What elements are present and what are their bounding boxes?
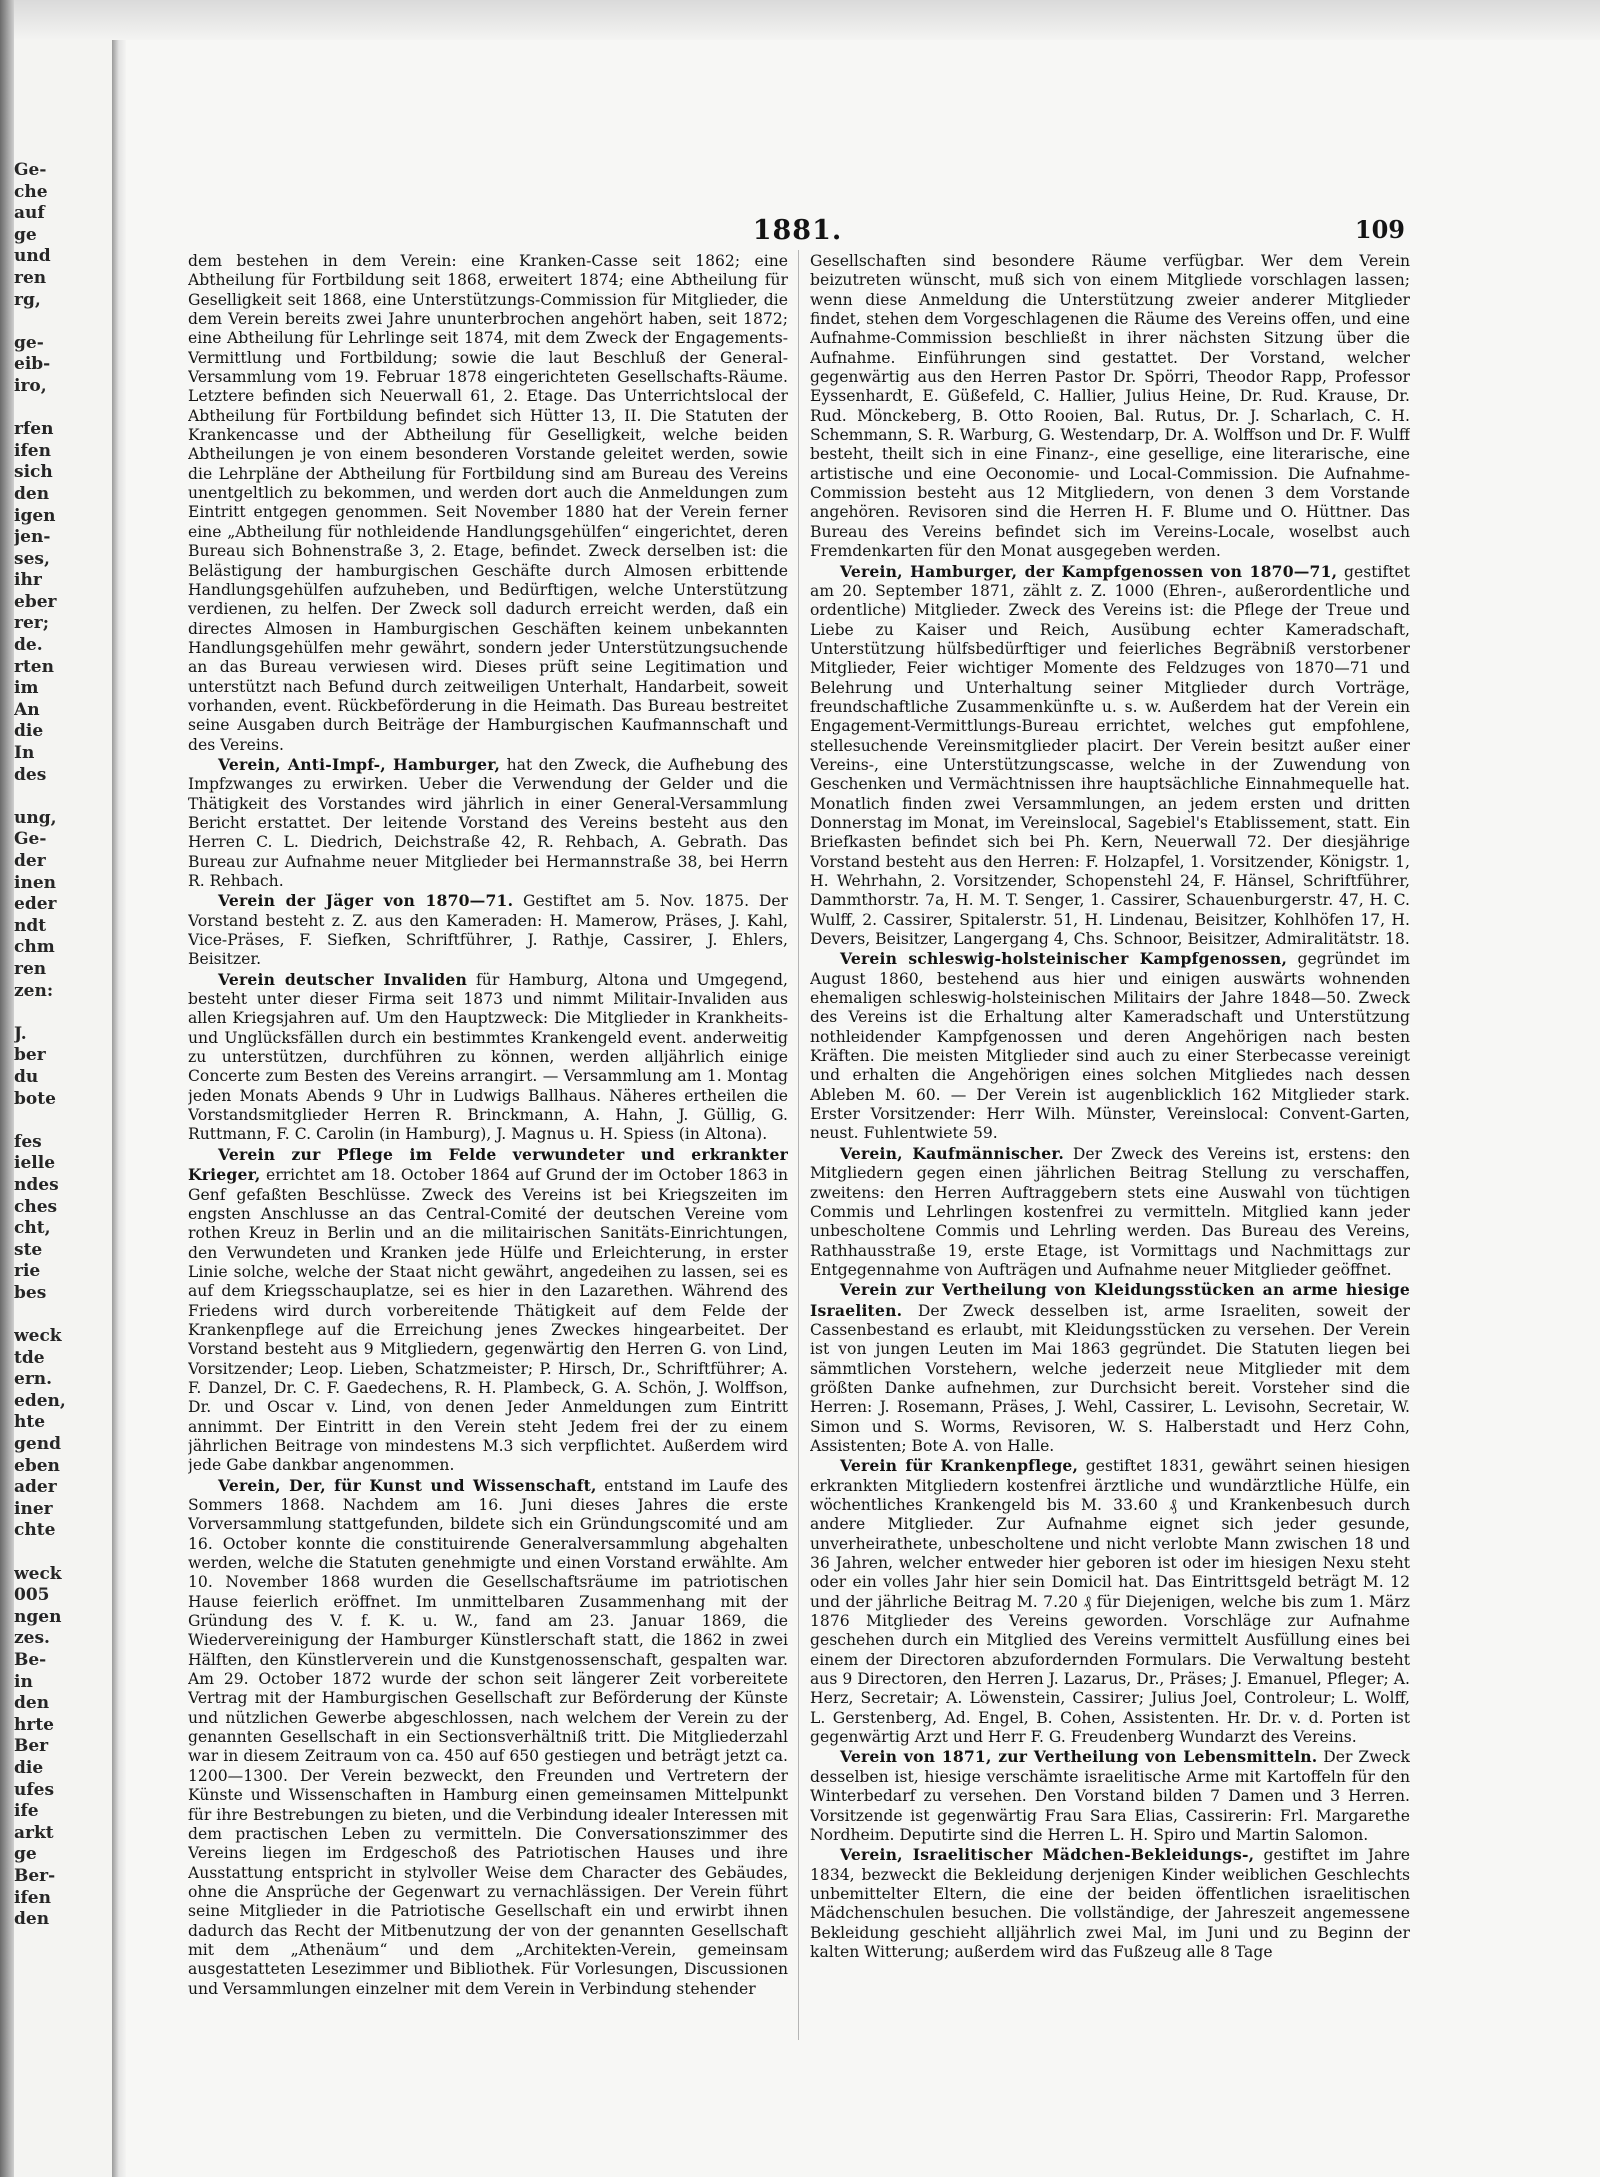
entry-heading: Verein deutscher Invaliden xyxy=(218,969,468,989)
prev-page-line: weck xyxy=(14,1326,62,1347)
prev-page-line: tde xyxy=(14,1347,45,1368)
prev-page-line: cht, xyxy=(14,1218,51,1239)
prev-page-line: ngen xyxy=(14,1606,62,1627)
directory-entry xyxy=(810,1144,1410,1280)
prev-page-line: ber xyxy=(14,1045,46,1066)
directory-entry xyxy=(188,970,788,1145)
entry-text: gestiftet im Jahre 1834, bezweckt die Bekleidung derjenigen Kinder weiblichen Geschlechts unbemittelter Eltern, die eine der beiden öffentlichen israelitischen Mädchenschulen besuchen. Die vollständige, der Jahreszeit angemessene Bekleidung geschieht alljährlich zwei Mal, im Juni und zu Beginn der kalten Witterung; außerdem wird das Fußzeug alle 8 Tage xyxy=(810,1846,1410,1961)
entry-heading: Verein, Hamburger, der Kampfgenossen von 1870—71, xyxy=(840,561,1338,581)
prev-page-line: eber xyxy=(14,591,57,612)
prev-page-line: zen: xyxy=(14,980,54,1001)
prev-page-line: ern. xyxy=(14,1369,53,1390)
prev-page-line: Ge- xyxy=(14,829,47,850)
prev-page-line: iro, xyxy=(14,375,47,396)
directory-entry xyxy=(188,891,788,969)
prev-page-line: In xyxy=(14,743,35,764)
directory-entry xyxy=(810,252,1410,562)
prev-page-line: der xyxy=(14,851,46,871)
prev-page-line: ihr xyxy=(14,570,42,591)
prev-page-line xyxy=(14,1304,114,1326)
prev-page-line: zes. xyxy=(14,1628,50,1649)
prev-page-line: Ge- xyxy=(14,160,47,180)
prev-page-line: rfen xyxy=(14,419,54,440)
entry-heading: Verein zur Vertheilung von Kleidungsstücken an arme hiesige Israeliten. xyxy=(810,1280,1410,1320)
prev-page-line: ndt xyxy=(14,915,47,936)
prev-page-line: 005 xyxy=(14,1585,50,1606)
prev-page-line: sich xyxy=(14,462,53,483)
prev-page-line: den xyxy=(14,483,50,504)
page-year: 1881. xyxy=(752,215,843,246)
prev-page-line: ifen xyxy=(14,440,51,461)
entry-heading: Verein, Israelitischer Mädchen-Bekleidungs-, xyxy=(840,1845,1255,1865)
prev-page-line: eib- xyxy=(14,354,51,375)
prev-page-line: den xyxy=(14,1693,50,1714)
entry-heading: Verein schleswig-holsteinischer Kampfgenossen, xyxy=(840,949,1288,969)
prev-page-line: J. xyxy=(14,1023,27,1044)
directory-entry xyxy=(810,1845,1410,1962)
prev-page-line: eder xyxy=(14,894,57,915)
prev-page-line: gend xyxy=(14,1434,61,1455)
prev-page-line: rer; xyxy=(14,613,50,634)
prev-page-line: ches xyxy=(14,1196,58,1217)
prev-page-line: bes xyxy=(14,1282,47,1303)
prev-page-line: ndes xyxy=(14,1174,59,1195)
entry-heading: Verein, Kaufmännischer. xyxy=(840,1143,1065,1163)
entry-text: gestiftet am 20. September 1871, zählt z. Z. 1000 (Ehren-, außerordentliche und ordentliche) Mitglieder. Zweck des Vereins ist: die Pflege der Treue und Liebe zu Kaiser und Reich, Ausübung echter Kameradschaft, Unterstützung hülfsbedürftiger und feierliches Begräbniß verstorbener Mitglieder, Feier wichtiger Momente des Feldzuges von 1870—71 und Belehrung und Unterhaltung seiner Mitglieder durch Vorträge, freundschaftliche Zusammenkünfte u. s. w. Außerdem hat der Verein ein Engagement-Vermittlungs-Bureau errichtet, welches gut empfohlene, stellesuchende Vereinsmitglieder placirt. Der Verein besitzt außer einer Vereins-, eine Unterstützungscasse, welche in der Zuwendung von Geschenken und Vermächtnissen ihre hauptsächliche Einnahmequelle hat. Monatlich finden zwei Versammlungen, an jedem ersten und dritten Donnerstag im Monat, im Vereinslocal, Sagebiel's Etablissement, statt. Ein Briefkasten befindet sich bei Ph. Kern, Neuerwall 72. Der diesjährige Vorstand besteht aus den Herren: F. Holzapfel, 1. Vorsitzender, Königstr. 1, H. Wehrhahn, 2. Vorsitzender, Schopenstehl 24, F. Hänsel, Schriftführer, Dammthorstr. 7a, H. M. T. Senger, 1. Cassirer, Schauenburgerstr. 47, H. C. Wulff, 2. Cassirer, Spitalerstr. 51, H. Lindenau, Beisitzer, Kohlhöfen 17, H. Devers, Beisitzer, Langergang 4, Chs. Schnoor, Beisitzer, Admiralitätstr. 18. xyxy=(810,562,1410,949)
page-number: 109 xyxy=(1354,215,1405,244)
entry-text: gestiftet 1831, gewährt seinen hiesigen erkrankten Mitgliedern kostenfrei ärztliche und wundärztliche Hülfe, ein wöchentliches Krankengeld bis M. 33.60 ₰ und Krankenbesuch durch andere Mitglieder. Zur Aufnahme eignet sich jeder gesunde, unverheirathete, unbescholtene und nicht verlobte Mann zwischen 18 und 36 Jahren, welcher entweder hier geboren ist oder im hiesigen Nexu steht oder ein volles Jahr hier sein Domicil hat. Das Eintrittsgeld beträgt M. 12 und der jährliche Beitrag M. 7.20 ₰ für Diejenigen, welche bis zum 1. März 1876 Mitglieder des Vereins geworden. Vorschläge zur Aufnahme geschehen durch ein Mitglied des Vereins vermittelt Ausfüllung eines bei einem der Directoren abzufordernden Formulars. Die Verwaltung besteht aus 9 Directoren, den Herren J. Lazarus, Dr., Präses; J. Emanuel, Pfleger; A. Herz, Secretair; A. Löwenstein, Cassirer; Julius Joel, Controleur; L. Wolff, L. Gerstenberg, Ad. Engel, B. Cohen, Assistenten. Hr. Dr. v. d. Porten ist gegenwärtig Arzt und Herr F. G. Freudenberg Wundarzt des Vereins. xyxy=(810,1457,1410,1747)
prev-page-line: ren xyxy=(14,267,47,288)
prev-page-line: ung, xyxy=(14,807,57,828)
entry-text: Gesellschaften sind besondere Räume verfügbar. Wer dem Verein beizutreten wünscht, muß sich von einem Mitgliede vorschlagen lassen; wenn diese Anmeldung die Unterstützung zweier anderer Mitglieder findet, stehen dem Vorgeschlagenen die Räume des Vereins offen, und eine Aufnahme-Commission beschließt in ihrer nächsten Sitzung über die Aufnahme. Einführungen sind gestattet. Der Vorstand, welcher gegenwärtig aus den Herren Pastor Dr. Spörri, Theodor Rapp, Professor Eyssenhardt, E. Güßefeld, C. Hallier, Julius Heine, Dr. Rud. Krause, Dr. Rud. Mönckeberg, B. Otto Rooien, Bal. Rutus, Dr. J. Scharlach, C. H. Schemmann, S. R. Warburg, G. Westendarp, Dr. A. Wolffson und Dr. F. Wulff besteht, theilt sich in eine Finanz-, eine gesellige, eine literarische, eine artistische und eine Oeconomie- und Local-Commission. Die Aufnahme-Commission besteht aus 12 Mitgliedern, von denen 3 dem Vorstande angehören. Revisoren sind die Herren H. F. Blume und O. Hüttner. Das Bureau des Vereins befindet sich im Vereins-Locale, woselbst auch Fremdenkarten für den Monat ausgegeben werden. xyxy=(810,252,1410,561)
prev-page-line: ren xyxy=(14,958,47,979)
prev-page-line: chm xyxy=(14,937,55,958)
prev-page-line: auf xyxy=(14,203,45,224)
entry-heading: Verein von 1871, zur Vertheilung von Lebensmitteln. xyxy=(840,1747,1318,1767)
entry-heading: Verein, Der, für Kunst und Wissenschaft, xyxy=(218,1475,597,1495)
previous-page-fragment xyxy=(14,160,114,2070)
prev-page-line: ge xyxy=(14,224,37,245)
directory-entry xyxy=(188,1145,788,1476)
page-header xyxy=(190,215,1405,249)
directory-entry xyxy=(810,562,1410,950)
prev-page-line: eden, xyxy=(14,1390,66,1411)
directory-entry xyxy=(188,252,788,755)
prev-page-line: An xyxy=(14,699,40,720)
book-gutter xyxy=(112,40,126,2177)
prev-page-line xyxy=(14,398,114,420)
prev-page-line xyxy=(14,786,114,808)
prev-page-line: den xyxy=(14,1909,50,1930)
prev-page-line: che xyxy=(14,181,48,202)
entry-text: für Hamburg, Altona und Umgegend, besteht unter dieser Firma seit 1873 und nimmt Militair-Invaliden aus allen Kriegsjahren auf. Um den Hauptzweck: Die Mitglieder in Krankheits- und Unglücksfällen durch ein bestimmtes Krankengeld event. anderweitig zu unterstützen, durchführen zu können, werden alljährlich einige Concerte zum Besten des Vereins arrangirt. — Versammlung am 1. Montag jeden Monats Abends 9 Uhr in Ludwigs Ballhaus. Näheres ertheilen die Vorstandsmitglieder Herren R. Brinckmann, A. Hahn, J. Güllig, G. Ruttmann, F. C. Carolin (in Hamburg), J. Magnus u. H. Spiess (in Altona). xyxy=(188,970,788,1144)
prev-page-line: die xyxy=(14,1757,44,1778)
directory-entry xyxy=(810,1280,1410,1456)
prev-page-line: ses, xyxy=(14,548,50,569)
prev-page-line: des xyxy=(14,764,47,785)
prev-page-line: bote xyxy=(14,1088,56,1109)
entry-text: dem bestehen in dem Verein: eine Kranken-Casse seit 1862; eine Abtheilung für Fortbildung seit 1868, erweitert 1874; eine Abtheilung für Geselligkeit seit 1868, eine Unterstützungs-Commission für Mitglieder, die dem Verein bereits zwei Jahre ununterbrochen angehört haben, seit 1872; eine Abtheilung für Lehrlinge seit 1874, mit dem Zweck der Engagements-Vermittlung und Fortbildung; sowie die laut Beschluß der General-Versammlung vom 19. Februar 1878 eingerichteten Gesellschafts-Räume. Letztere befinden sich Neuerwall 61, 2. Etage. Das Unterrichtslocal der Abtheilung für Fortbildung befindet sich Hütter 13, II. Die Statuten der Krankencasse und der Abtheilung für Geselligkeit, welche beiden Abtheilungen je von einem besonderen Vorstande geleitet werden, sowie die Lehrpläne der Abtheilung für Fortbildung sind am Bureau des Vereins unentgeltlich zu bekommen, und werden dort auch die Anmeldungen zum Eintritt entgegen genommen. Seit November 1880 hat der Verein ferner eine „Abtheilung für nothleidende Handlungsgehülfen“ eingerichtet, deren Bureau sich Bohnenstraße 3, 2. Etage, befindet. Zweck derselben ist: die Belästigung der hamburgischen Geschäfte durch Almosen erbittende Handlungsgehülfen aufzuheben, und Bedürftigen, welche Unterstützung verdienen, zu helfen. Der Zweck soll dadurch erreicht werden, daß ein directes Almosen in Hamburgischen Geschäften keinem unbekannten Handlungsgehülfen mehr gewährt, sondern jeder Unterstützungsuchende an das Bureau verwiesen wird. Dieses prüft seine Legitimation und unterstützt nach Befund durch zeitweiligen Unterhalt, Handarbeit, soweit vorhanden, event. Rückbeförderung in die Heimath. Das Bureau bestreitet seine Ausgaben durch Beiträge der Hamburgischen Kaufmannschaft und des Vereins. xyxy=(188,252,788,754)
prev-page-line: Ber xyxy=(14,1736,49,1757)
prev-page-line: Ber- xyxy=(14,1865,56,1886)
prev-page-line: chte xyxy=(14,1520,56,1541)
entry-heading: Verein zur Pflege im Felde verwundeter und erkrankter Krieger, xyxy=(188,1144,788,1185)
entry-text: Der Zweck desselben ist, hiesige verschämte israelitische Arme mit Kartoffeln für den Winterbedarf zu versehen. Den Vorstand bilden 7 Damen und 3 Herren. Vorsitzende ist gegenwärtig Frau Sara Elias, Cassirerin: Frl. Margarethe Nordheim. Deputirte sind die Herren L. H. Spiro und Martin Salomon. xyxy=(810,1748,1410,1844)
prev-page-line: arkt xyxy=(14,1822,54,1843)
directory-entry xyxy=(810,1456,1410,1747)
prev-page-line: jen- xyxy=(14,527,51,548)
column-divider xyxy=(798,250,799,2040)
prev-page-line: die xyxy=(14,721,44,742)
entry-text: entstand im Laufe des Sommers 1868. Nachdem am 16. Juni dieses Jahres die erste Vorversammlung stattgefunden, bildete sich ein Gründungscomité und am 16. October konnte die constituirende Generalversammlung abgehalten werden, welche die Statuten genehmigte und einen Vorstand erwählte. Am 10. November 1868 wurden die Gesellschaftsräume im patriotischen Hause feierlich eröffnet. Im unmittelbaren Zusammenhang mit der Gründung des V. f. K. u. W., fand am 23. Januar 1869, die Wiedervereinigung der Hamburger Künstlerschaft statt, die 1862 in zwei Hälften, den Künstlerverein und die Kunstgenossenschaft, gespalten war. Am 29. October 1872 wurde der schon seit längerer Zeit vorbereitete Vertrag mit der Hamburgischen Gesellschaft zur Beförderung der Künste und nützlichen Gewerbe abgeschlossen, nach welchem der Verein zu der genannten Gesellschaft in ein Sectionsverhältniß tritt. Die Mitgliederzahl war in diesem Zeitraum von ca. 450 auf 650 gestiegen und beträgt jetzt ca. 1200—1300. Der Verein bezweckt, den Freunden und Vertretern der Künste und Wissenschaften in Hamburg einen gemeinsamen Mittelpunkt für ihre Bestrebungen zu bieten, und die Verbindung idealer Interessen mit dem practischen Leben zu vermitteln. Die Conversationszimmer des Vereins liegen im Erdgeschoß des Patriotischen Hauses und ihre Ausstattung entspricht in stylvoller Weise dem Character des Gebäudes, ohne die Ansprüche der Gegenwart zu vernachlässigen. Der Verein führt seine Mitglieder in die Patriotische Gesellschaft ein und erwirbt ihnen dadurch das Recht der Mitbenutzung der von der genannten Gesellschaft mit dem „Athenäum“ und dem „Architekten-Verein, gemeinsam ausgestatteten Lesezimmer und Bibliothek. Für Vorlesungen, Discussionen und Versammlungen einzelner mit dem Verein in Verbindung stehender xyxy=(188,1476,788,1998)
prev-page-line: rg, xyxy=(14,289,41,310)
entry-text: gegründet im August 1860, bestehend aus hier und einigen auswärts wohnenden ehemaligen schleswig-holsteinischen Militairs der Jahre 1848—50. Zweck des Vereins ist die Erhaltung alter Kameradschaft und Unterstützung nothleidender Kampfgenossen und deren Angehörigen nach besten Kräften. Die meisten Mitglieder sind auch zu einer Sterbecasse vereinigt und erhalten die Angehörigen eines solchen Mitgliedes nach dessen Ableben M. 60. — Der Verein ist augenblicklich 162 Mitglieder stark. Erster Vorsitzender: Herr Wilh. Münster, Vereinslocal: Convent-Garten, neust. Fuhlentwiete 59. xyxy=(810,950,1410,1143)
prev-page-line: ge- xyxy=(14,332,44,353)
prev-page-line: weck xyxy=(14,1563,62,1584)
prev-page-line: ader xyxy=(14,1477,57,1498)
prev-page-line: igen xyxy=(14,505,56,526)
prev-page-line: du xyxy=(14,1066,39,1087)
entry-text: Gestiftet am 5. Nov. 1875. Der Vorstand besteht z. Z. aus den Kameraden: H. Mamerow, Präses, J. Kahl, Vice-Präses, F. Siefken, Schriftführer, J. Rathje, Cassirer, J. Ehlers, Beisitzer. xyxy=(188,892,788,969)
prev-page-line xyxy=(14,1002,114,1024)
prev-page-line: rten xyxy=(14,656,54,677)
entry-heading: Verein, Anti-Impf-, Hamburger, xyxy=(218,754,501,774)
prev-page-line: in xyxy=(14,1671,33,1692)
entry-text: Der Zweck des Vereins ist, erstens: den Mitgliedern gegen einen jährlichen Beitrag Stellung zu verschaffen, zweitens: den Herren Auftraggebern stets eine Auswahl von tüchtigen Commis und Lehrlingen kostenfrei zu vermitteln. Mitglied kann jeder unbescholtene Commis und Lehrling werden. Das Bureau des Vereins, Rathhausstraße 19, erste Etage, ist Vormittags und Nachmittags zur Entgegennahme von Aufträgen und Aufnahme neuer Mitglieder geöffnet. xyxy=(810,1144,1410,1279)
prev-page-line: hrte xyxy=(14,1714,54,1735)
prev-page-line: und xyxy=(14,246,51,267)
prev-page-line: ge xyxy=(14,1844,37,1865)
prev-page-line: ife xyxy=(14,1801,39,1822)
entry-text: Der Zweck desselben ist, arme Israeliten, soweit der Cassenbestand es erlaubt, mit Kleidungsstücken zu versehen. Der Verein ist von jungen Leuten im Mai 1863 gegründet. Die Statuten liegen bei sämmtlichen Vorstehern, welche jederzeit neue Mitglieder mit dem größten Danke aufnehmen, zur Durchsicht bereit. Vorsteher sind die Herren: J. Rosemann, Präses, J. Wehl, Cassirer, L. Levisohn, Secretair, W. Simon und S. Worms, Revisoren, W. S. Halberstadt und Herz Cohn, Assistenten; Bote A. von Halle. xyxy=(810,1301,1410,1455)
directory-entry xyxy=(188,755,788,891)
entry-heading: Verein für Krankenpflege, xyxy=(840,1456,1079,1476)
entry-text: hat den Zweck, die Aufhebung des Impfzwanges zu erwirken. Ueber die Verwendung der Gelder und die Thätigkeit des Vorstandes wird jährlich in einer General-Versammlung Bericht erstattet. Der leitende Vorstand des Vereins besteht aus den Herren C. L. Diedrich, Deichstraße 42, R. Rehbach, A. Gebrath. Das Bureau zur Aufnahme neuer Mitglieder bei Hermannstraße 38, bei Herrn R. Rehbach. xyxy=(188,755,788,890)
prev-page-line: rie xyxy=(14,1261,41,1282)
scan-edge-left xyxy=(0,0,14,2177)
directory-entry xyxy=(810,1747,1410,1845)
prev-page-line: ifen xyxy=(14,1887,51,1908)
prev-page-line: iner xyxy=(14,1498,53,1519)
prev-page-line xyxy=(14,1110,114,1132)
prev-page-line xyxy=(14,311,114,333)
prev-page-line: de. xyxy=(14,635,43,656)
prev-page-line: fes xyxy=(14,1131,42,1152)
prev-page-line: Be- xyxy=(14,1649,47,1670)
prev-page-line: im xyxy=(14,678,39,699)
entry-heading: Verein der Jäger von 1870—71. xyxy=(218,891,514,911)
right-column xyxy=(810,252,1410,2042)
prev-page-line: hte xyxy=(14,1412,46,1433)
prev-page-line: inen xyxy=(14,872,56,893)
entry-text: errichtet am 18. October 1864 auf Grund der im October 1863 in Genf gefaßten Beschlüsse. Zweck des Vereins ist bei Kriegszeiten im engsten Anschlusse an das Central-Comité der deutschen Vereine vom rothen Kreuz in Berlin und an die militairischen Sanitäts-Einrichtungen, den Verwundeten und Kranken jede Hülfe und Erleichterung, in erster Linie solche, welche der Staat nicht gewährt, angedeihen zu lassen, sei es auf dem Kriegsschauplatze, sei es hier in den Lazarethen. Während des Friedens wird durch vorbereitende Thätigkeit auf dem Felde der Krankenpflege auf die Erreichung jenes Zweckes hingearbeitet. Der Vorstand besteht aus 9 Mitgliedern, gegenwärtig den Herren G. von Lind, Vorsitzender; Leop. Lieben, Schatzmeister; P. Hirsch, Dr., Schriftführer; A. F. Danzel, Dr. C. F. Gaedechens, R. H. Plambeck, G. A. Schön, J. Wolffson, Dr. und Oscar v. Lind, von denen Jeder Anmeldungen zum Eintritt annimmt. Der Eintritt in den Verein steht Jedem frei der zu einem jährlichen Beitrage von mindestens M.3 sich verpflichtet. Außerdem wird jede Gabe dankbar angenommen. xyxy=(188,1166,788,1475)
left-column xyxy=(188,252,788,2042)
directory-entry xyxy=(188,1476,788,1999)
prev-page-line xyxy=(14,1542,114,1564)
scan-edge-top xyxy=(0,0,1600,40)
prev-page-line: ufes xyxy=(14,1779,55,1800)
directory-entry xyxy=(810,949,1410,1143)
prev-page-line: ste xyxy=(14,1239,43,1260)
prev-page-line: ielle xyxy=(14,1153,56,1174)
prev-page-line: eben xyxy=(14,1455,60,1476)
